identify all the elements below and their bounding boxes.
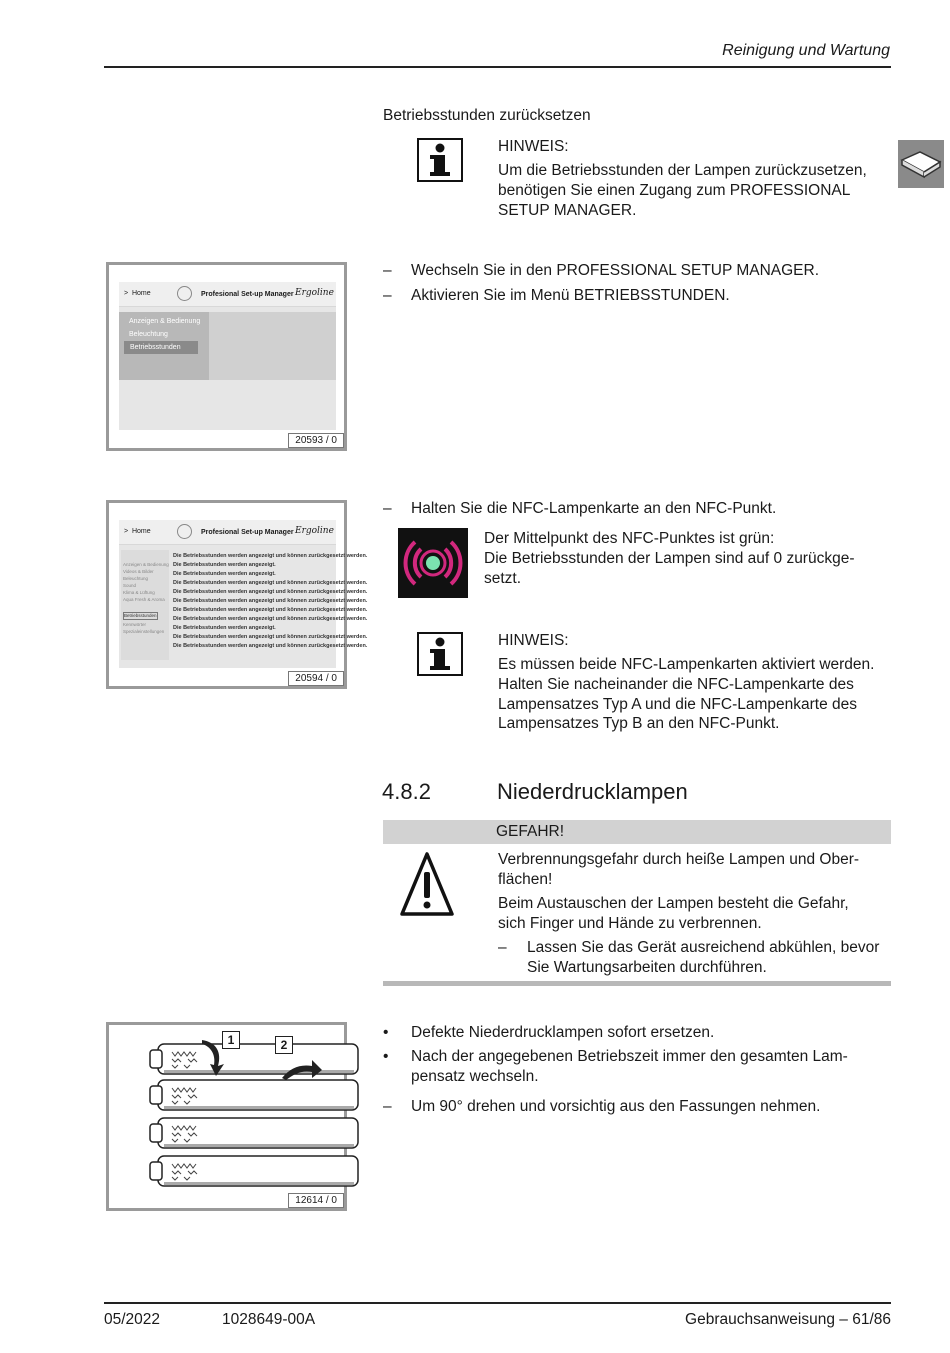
dash-marker: –: [383, 1098, 392, 1115]
bullet-item: pensatz wechseln.: [411, 1068, 539, 1085]
danger-bottom-rule: [383, 981, 891, 986]
screen: [119, 520, 368, 668]
dash-marker: –: [383, 262, 392, 279]
screen-header: [119, 282, 336, 307]
book-icon: [898, 140, 944, 188]
message-line: Die Betriebsstunden werden angezeigt.: [173, 571, 276, 577]
menu-item: Videos & Bilder: [123, 569, 154, 574]
menu-item: Klima & Lüftung: [123, 590, 155, 595]
danger-bar: [383, 820, 891, 844]
danger-line: Verbrennungsgefahr durch heiße Lampen und Ober-: [498, 851, 860, 868]
screen-header: [119, 520, 336, 545]
brand-logo: Ergoline: [295, 526, 334, 536]
note-label: HINWEIS:: [498, 632, 569, 649]
warning-icon: [400, 850, 454, 923]
info-icon: [417, 138, 463, 187]
note-line: Um die Betriebsstunden der Lampen zurückzusetzen,: [498, 162, 867, 179]
menu-item: Sound: [123, 583, 137, 588]
danger-action-line: Lassen Sie das Gerät ausreichend abkühlen, bevor: [527, 939, 880, 956]
menu-item-selected: Betriebsstunden: [124, 341, 198, 354]
screen-title: Profesional Set-up Manager: [201, 529, 294, 536]
dash-marker: –: [498, 939, 507, 956]
menu-item: Aqua Fresh & Aroma: [123, 597, 165, 602]
subsection-title: Betriebsstunden zurücksetzen: [383, 107, 591, 124]
message-list: [173, 553, 368, 652]
message-line: Die Betriebsstunden werden angezeigt und können zurückgesetzt werden.: [173, 616, 368, 622]
note-line: Es müssen beide NFC-Lampenkarten aktiviert werden.: [498, 656, 875, 673]
message-line: Die Betriebsstunden werden angezeigt und können zurückgesetzt werden.: [173, 607, 368, 613]
info-icon: [417, 632, 463, 681]
bullet-marker: •: [383, 1048, 389, 1065]
callout-1: 1: [222, 1031, 240, 1049]
bullet-marker: •: [383, 1024, 389, 1041]
danger-label: GEFAHR!: [496, 823, 565, 840]
note-line: Lampensatzes Typ B an den NFC-Punkt.: [498, 715, 780, 732]
step-item: Aktivieren Sie im Menü BETRIEBSSTUNDEN.: [411, 287, 730, 304]
message-line: Die Betriebsstunden werden angezeigt und können zurückgesetzt werden.: [173, 634, 368, 640]
step-item: Wechseln Sie in den PROFESSIONAL SETUP MANAGER.: [411, 262, 820, 279]
menu-item: Beleuchtung: [129, 331, 168, 338]
message-line: Die Betriebsstunden werden angezeigt und können zurückgesetzt werden.: [173, 643, 368, 649]
figure-operating-hours: [106, 500, 368, 689]
footer-rule: [104, 1302, 891, 1304]
screen-title: Profesional Set-up Manager: [201, 291, 294, 298]
danger-line: sich Finger und Hände zu verbrennen.: [498, 915, 762, 932]
figure-setup-manager-menu: [106, 262, 347, 451]
note-line: Halten Sie nacheinander die NFC-Lampenkarte des: [498, 676, 854, 693]
bullet-item: Nach der angegebenen Betriebszeit immer den gesamten Lam-: [411, 1048, 848, 1065]
dash-marker: –: [383, 500, 392, 517]
figure-number: 12614 / 0: [288, 1193, 344, 1208]
message-line: Die Betriebsstunden werden angezeigt und können zurückgesetzt werden.: [173, 580, 368, 586]
logo-icon: [177, 524, 192, 539]
message-line: Die Betriebsstunden werden angezeigt.: [173, 562, 276, 568]
home-link: > Home: [124, 290, 151, 297]
message-line: Die Betriebsstunden werden angezeigt.: [173, 625, 276, 631]
home-link: > Home: [124, 528, 151, 535]
running-header: Reinigung und Wartung: [722, 42, 890, 59]
menu-item: Anzeigen & Bedienung: [123, 562, 169, 567]
menu-item-selected: Betriebsstunden: [124, 613, 157, 618]
content-panel: [209, 312, 336, 380]
manual-tab: [898, 140, 944, 188]
brand-logo: Ergoline: [295, 288, 334, 298]
note-line: SETUP MANAGER.: [498, 202, 637, 219]
dash-marker: –: [383, 287, 392, 304]
footer-doc-number: 1028649-00A: [222, 1311, 316, 1328]
logo-icon: [177, 286, 192, 301]
message-line: Die Betriebsstunden werden angezeigt und können zurückgesetzt werden.: [173, 598, 368, 604]
nfc-text-line: Der Mittelpunkt des NFC-Punktes ist grün:: [484, 530, 775, 547]
header-rule: [104, 66, 891, 68]
section-number: 4.8.2: [382, 779, 431, 804]
danger-action-line: Sie Wartungsarbeiten durchführen.: [527, 959, 767, 976]
figure-lamps: [106, 1022, 347, 1211]
message-line: Die Betriebsstunden werden angezeigt und können zurückgesetzt werden.: [173, 589, 368, 595]
menu-item: Spezialeinstellungen: [123, 629, 165, 634]
menu-panel: [121, 550, 169, 660]
footer-date: 05/2022: [104, 1311, 161, 1328]
note-line: Lampensatzes Typ A und die NFC-Lampenkarte des: [498, 696, 858, 713]
nfc-text-line: setzt.: [484, 570, 522, 587]
message-line: Die Betriebsstunden werden angezeigt und können zurückgesetzt werden.: [173, 553, 368, 559]
figure-number: 20593 / 0: [288, 433, 344, 448]
callout-2: 2: [275, 1036, 293, 1054]
note-line: benötigen Sie einen Zugang zum PROFESSIONAL: [498, 182, 851, 199]
nfc-point-icon: [398, 528, 468, 598]
step-item: Um 90° drehen und vorsichtig aus den Fassungen nehmen.: [411, 1098, 821, 1115]
figure-number: 20594 / 0: [288, 671, 344, 686]
note-label: HINWEIS:: [498, 138, 569, 155]
danger-line: flächen!: [498, 871, 553, 888]
menu-item: Anzeigen & Bedienung: [129, 318, 201, 325]
menu-item: Kennwörter: [123, 622, 147, 627]
menu-item: Beleuchtung: [123, 576, 149, 581]
nfc-text-line: Die Betriebsstunden der Lampen sind auf 0 zurückge-: [484, 550, 855, 567]
footer-page: Gebrauchsanweisung – 61/86: [685, 1311, 891, 1328]
danger-line: Beim Austauschen der Lampen besteht die Gefahr,: [498, 895, 849, 912]
bullet-item: Defekte Niederdrucklampen sofort ersetzen.: [411, 1024, 715, 1041]
step-item: Halten Sie die NFC-Lampenkarte an den NFC-Punkt.: [411, 500, 777, 517]
section-title: Niederdrucklampen: [497, 779, 688, 804]
screen: [119, 282, 336, 430]
menu-panel: [119, 312, 209, 380]
